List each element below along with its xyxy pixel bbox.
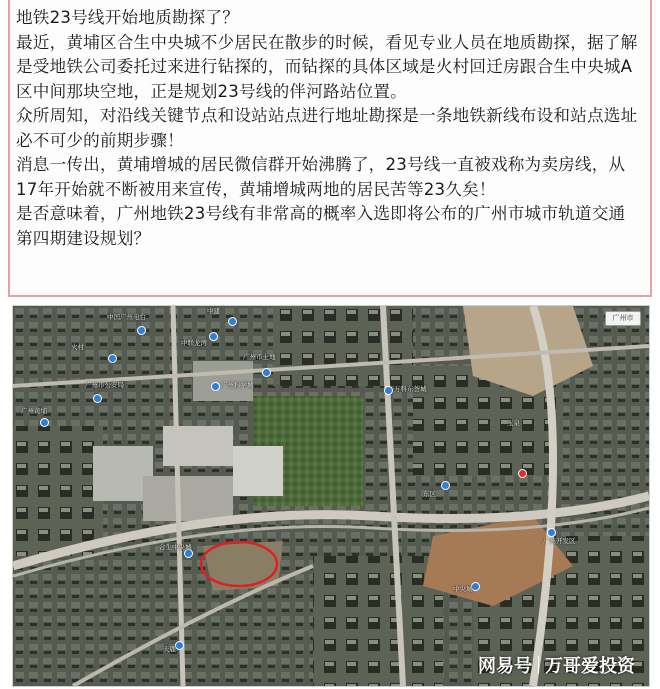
map-pin-icon[interactable]	[228, 317, 237, 326]
watermark-logo: 网易号	[478, 656, 532, 677]
map-pin-icon[interactable]	[384, 386, 393, 395]
map-pin-icon[interactable]	[175, 641, 184, 650]
map-pin-icon[interactable]	[211, 382, 220, 391]
map-pin-icon[interactable]	[108, 354, 117, 363]
article-paragraph: 最近，黄埔区合生中央城不少居民在散步的时候，看见专业人员在地质勘探，据了解是受地铁公司委托过来进行钻探的，而钻探的具体区域是火村回迁房跟合生中央城A区中间那块空地，正是规划23号线的伴河路站位置。	[16, 32, 638, 101]
map-scale-control[interactable]: 广州市	[605, 311, 641, 326]
watermark-divider	[538, 656, 539, 674]
map-poi-label: 广州开发区	[543, 538, 576, 545]
map-poi-label: 中国广州电台	[107, 314, 146, 321]
map-imagery	[13, 306, 649, 686]
map-pin-icon[interactable]	[40, 418, 49, 427]
map-pin-icon[interactable]	[262, 368, 271, 377]
map-poi-label: 天鹿	[163, 646, 176, 653]
map-pin-icon[interactable]	[209, 332, 218, 341]
map-poi-label: 广州市公安局	[85, 382, 124, 389]
map-poi-label: 广州市土地	[243, 354, 276, 361]
map-poi-label: 中联龙湾	[181, 340, 207, 347]
article-paragraph: 众所周知，对沿线关键节点和设站站点进行地址勘探是一条地铁新线布设和站点选址必不可少的前期步骤！	[16, 106, 638, 150]
article-paragraph: 消息一传出，黄埔增城的居民微信群开始沸腾了，23号线一直被戏称为卖房线，从17年开始就不断被用来宣传，黄埔增城两地的居民苦等23久矣！	[16, 155, 626, 199]
map-poi-label: 东区	[423, 491, 436, 498]
map-poi-label: 广州科学城	[221, 382, 254, 389]
article-text-box	[8, 0, 652, 297]
map-poi-label: 广州黄埔	[21, 408, 47, 415]
article-paragraph: 是否意味着，广州地铁23号线有非常高的概率入选即将公布的广州市城市轨道交通第四期建设规划？	[16, 204, 626, 248]
watermark-author: 万哥爱投资	[545, 656, 635, 677]
map-poi-label: 玉泉	[507, 420, 520, 427]
map-poi-label: 火村	[71, 344, 84, 351]
map-poi-label: 合生中央城	[159, 544, 192, 551]
watermark	[478, 652, 635, 678]
map-pin-icon[interactable]	[93, 394, 102, 403]
map-poi-label: 中建	[207, 308, 220, 315]
map-poi-label: 中央城	[453, 586, 473, 593]
satellite-map[interactable]	[12, 305, 650, 687]
map-pin-icon[interactable]	[547, 528, 556, 537]
map-poi-label: 万科东荟城	[394, 386, 427, 393]
map-pin-icon[interactable]	[441, 481, 450, 490]
map-pin-red-icon[interactable]	[518, 469, 527, 478]
article-title: 地铁23号线开始地质勘探了？	[16, 8, 240, 27]
map-pin-icon[interactable]	[137, 326, 146, 335]
